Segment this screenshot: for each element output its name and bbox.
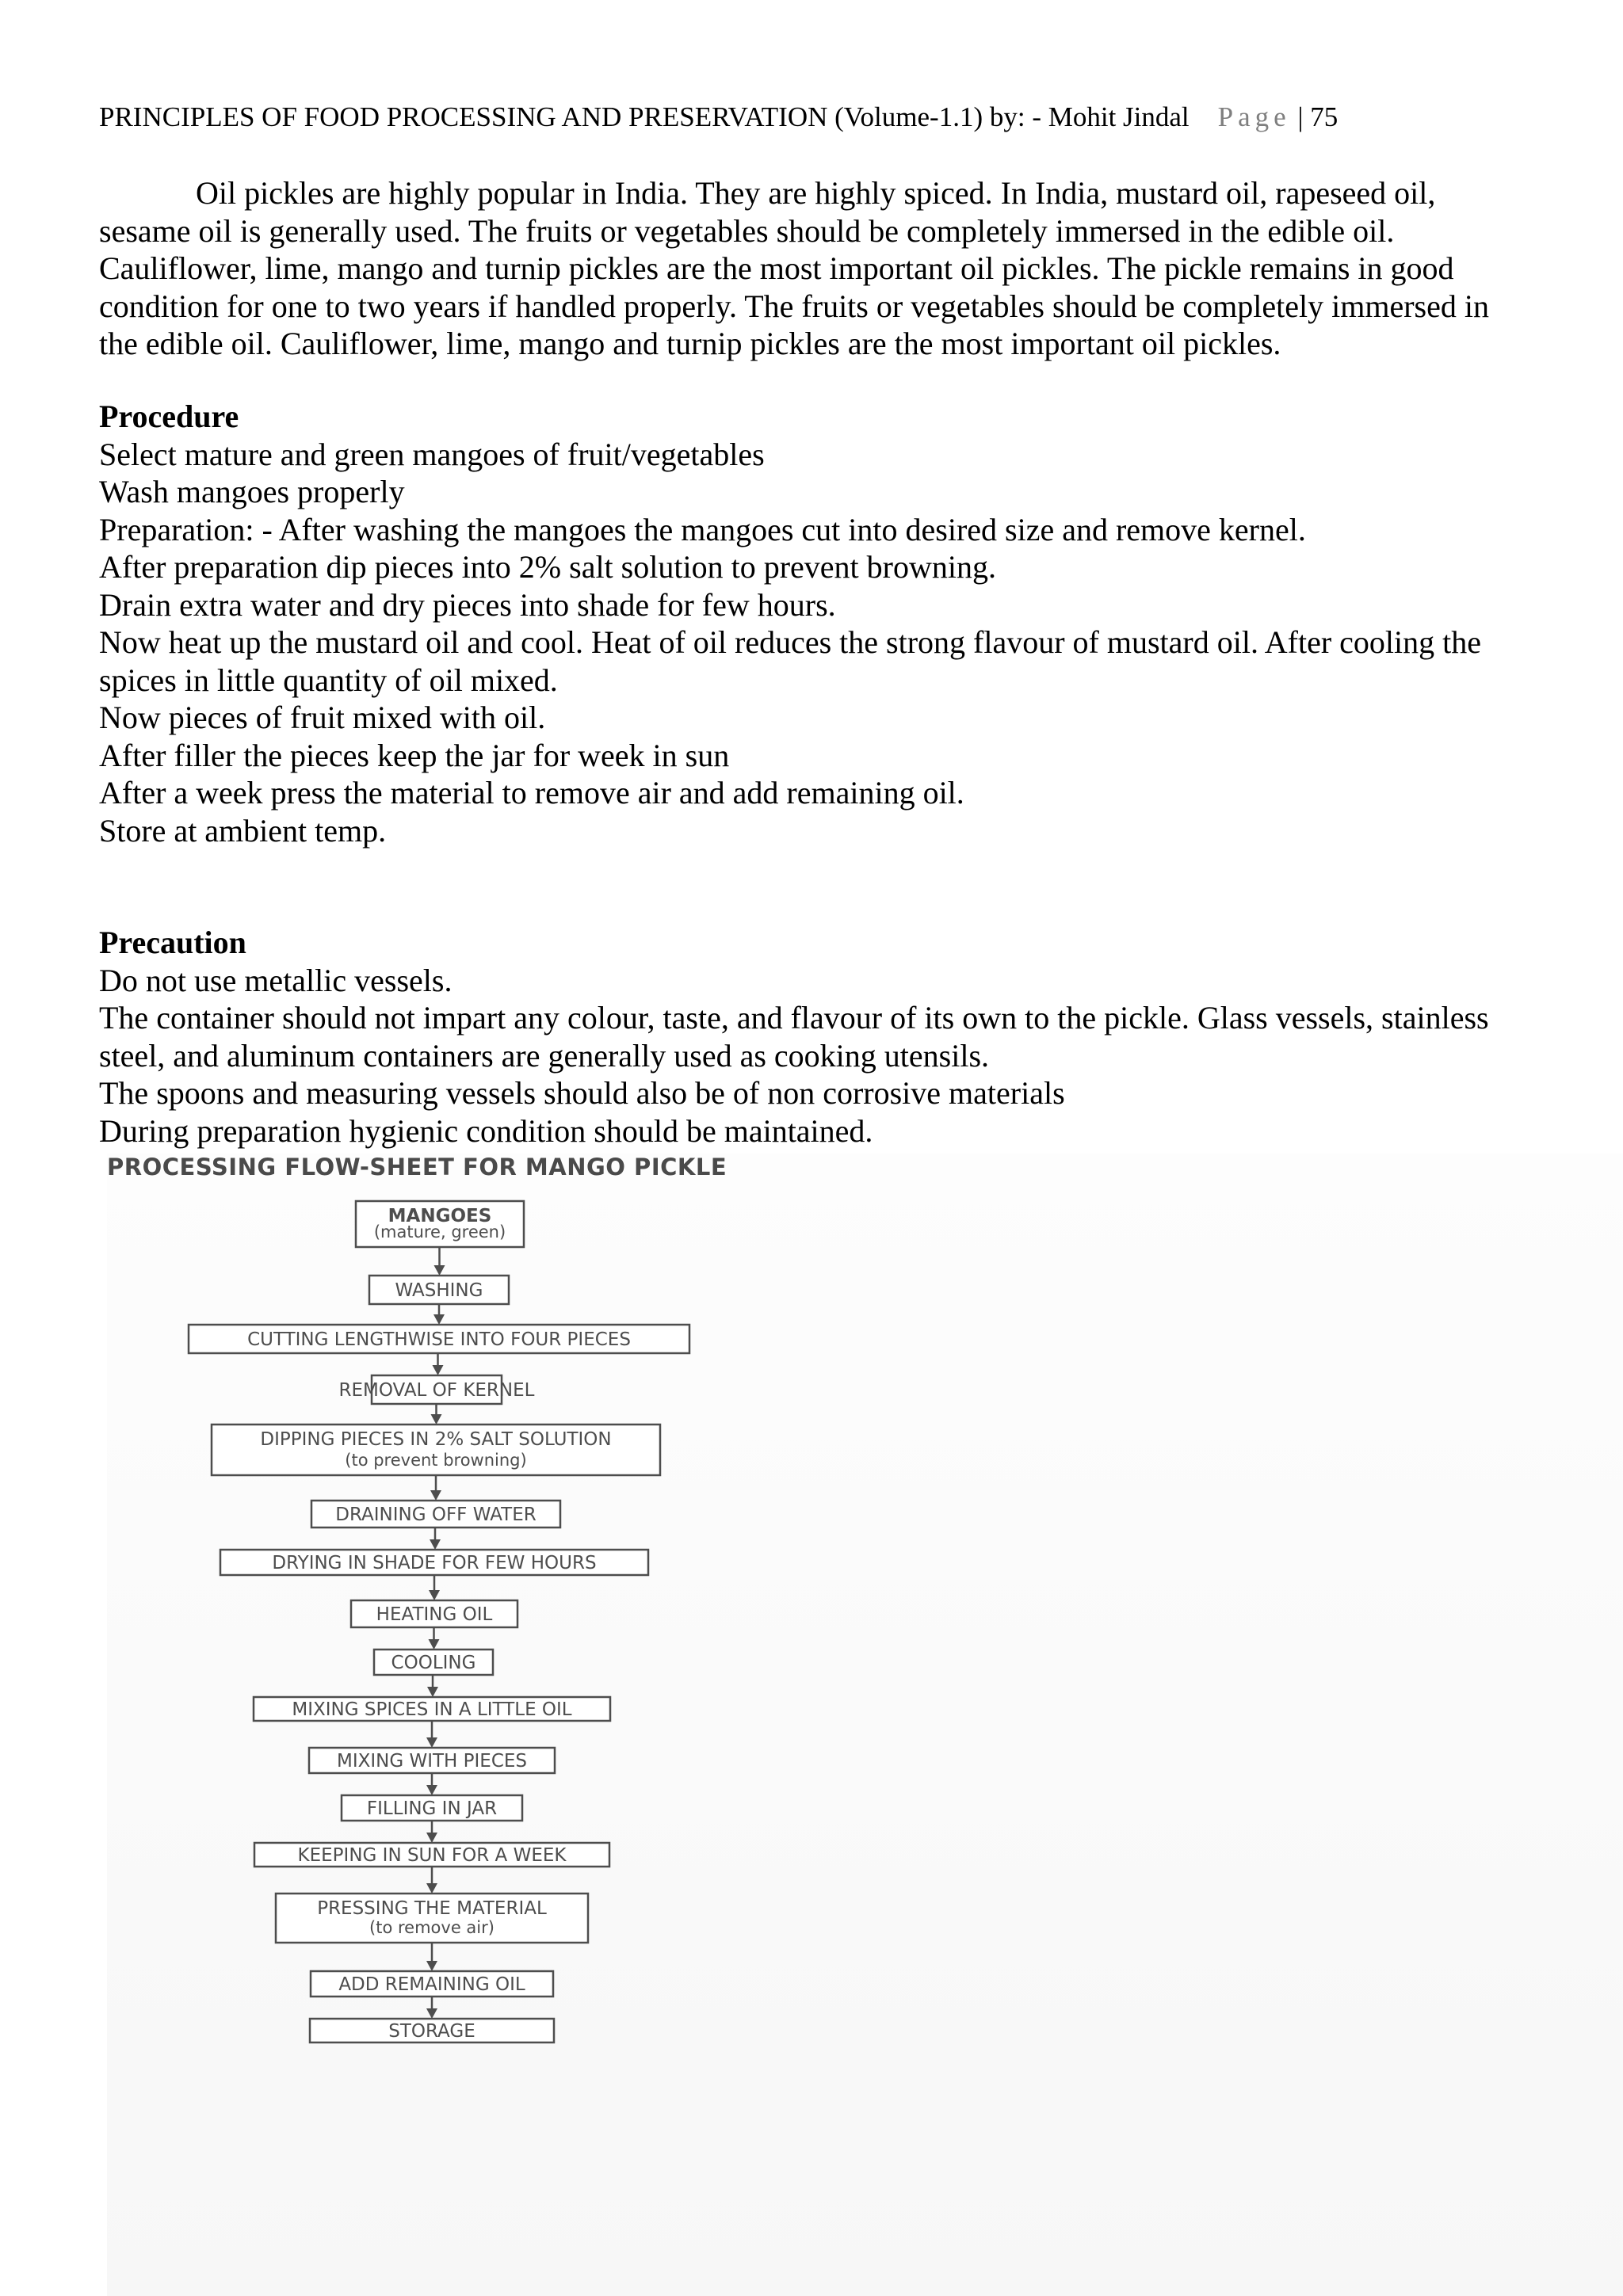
flowchart-arrowhead (426, 2008, 437, 2019)
intro-section (99, 174, 1518, 363)
flowchart-step-label: FILLING IN JAR (366, 1798, 498, 1819)
flowchart-arrowhead (429, 1590, 440, 1600)
flowchart-diagram (107, 1154, 1623, 2296)
flowchart-step-note: (to remove air) (369, 1918, 495, 1937)
flowchart-step-label: PRESSING THE MATERIAL (317, 1898, 547, 1919)
flowchart-arrowhead (431, 1414, 442, 1425)
flowchart-figure (107, 1154, 1623, 2296)
procedure-step: Now pieces of fruit mixed with oil. (99, 700, 546, 735)
flowchart-step (374, 1650, 493, 1675)
procedure-step: Preparation: - After washing the mangoes the mangoes cut into desired size and remove kernel. (99, 511, 1306, 547)
procedure-step: Select mature and green mangoes of fruit/vegetables (99, 436, 765, 472)
flowchart-step (342, 1795, 522, 1821)
procedure-step: Store at ambient temp. (99, 812, 387, 849)
flowchart-step-label: KEEPING IN SUN FOR A WEEK (297, 1845, 567, 1866)
flowchart-step-label: WASHING (395, 1280, 483, 1301)
flowchart-arrowhead (426, 1961, 437, 1971)
flowchart-step-label: ADD REMAINING OIL (338, 1974, 525, 1995)
page-number: 75 (1310, 101, 1338, 132)
flowchart-step-label: REMOVAL OF KERNEL (338, 1380, 535, 1401)
flowchart-arrowhead (430, 1539, 441, 1550)
flowchart-arrowhead (430, 1490, 441, 1501)
procedure-step: Wash mangoes properly (99, 474, 405, 509)
flowchart-step (189, 1325, 689, 1353)
procedure-step: Now heat up the mustard oil and cool. Heat of oil reduces the strong flavour of mustard oil. After cooling the spices in little quantity of oil mixed. (99, 624, 1482, 698)
page-header (99, 100, 1549, 135)
flowchart-step (212, 1425, 660, 1475)
flowchart-step (339, 1375, 535, 1404)
precaution-item: Do not use metallic vessels. (99, 962, 453, 998)
flowchart-step-note: (mature, green) (373, 1222, 506, 1241)
flowchart-step-label: STORAGE (388, 2021, 475, 2042)
flowchart-step-note: (to prevent browning) (345, 1451, 527, 1470)
precaution-heading: Precaution (99, 925, 246, 960)
procedure-step: After preparation dip pieces into 2% salt solution to prevent browning. (99, 549, 996, 585)
flowchart-step (309, 1748, 555, 1773)
flowchart-step-label: MANGOES (388, 1206, 492, 1226)
document-title: PRINCIPLES OF FOOD PROCESSING AND PRESERVATION (Volume-1.1) by: - Mohit Jindal (99, 101, 1190, 132)
procedure-step: After a week press the material to remove air and add remaining oil. (99, 775, 964, 810)
precaution-item: The container should not impart any colour, taste, and flavour of its own to the pickle. Glass vessels, stainless steel, and aluminum containers are generally used as cooking utensils. (99, 1000, 1489, 1074)
flowchart-arrowhead (433, 1365, 444, 1375)
flowchart-title: PROCESSING FLOW-SHEET FOR MANGO PICKLE (107, 1154, 727, 1180)
flowchart-step (220, 1550, 648, 1575)
flowchart-step-label: DIPPING PIECES IN 2% SALT SOLUTION (260, 1429, 612, 1450)
flowchart-arrowhead (427, 1687, 438, 1697)
flowchart-arrowhead (434, 1265, 445, 1276)
procedure-heading: Procedure (99, 399, 239, 434)
intro-paragraph: Oil pickles are highly popular in India. They are highly spiced. In India, mustard oil, rapeseed oil, sesame oil is generally used. The fruits or vegetables should be completely immersed in the edible oil. Cauliflower, lime, mango and turnip pickles are the most important oil pickles. The pickle remains in good condition for one to two years if handled properly. The fruits or vegetables should be completely immersed in the edible oil. Cauliflower, lime, mango and turnip pickles are the most important oil pickles. (99, 175, 1489, 361)
flowchart-step (369, 1276, 509, 1304)
flowchart-step (311, 1501, 560, 1527)
flowchart-step-label: MIXING SPICES IN A LITTLE OIL (292, 1699, 572, 1720)
flowchart-arrowhead (429, 1639, 440, 1650)
page-separator: | (1297, 101, 1304, 132)
flowchart-step (254, 1843, 609, 1867)
flowchart-arrowhead (426, 1833, 437, 1843)
flowchart-step-label: CUTTING LENGTHWISE INTO FOUR PIECES (247, 1329, 631, 1350)
procedure-step: Drain extra water and dry pieces into shade for few hours. (99, 586, 836, 623)
flowchart-step-label: DRYING IN SHADE FOR FEW HOURS (272, 1553, 597, 1573)
flowchart-step (310, 2019, 554, 2042)
flowchart-arrowhead (433, 1314, 445, 1325)
flowchart-step-label: HEATING OIL (376, 1604, 493, 1625)
precaution-item: During preparation hygienic condition should be maintained. (99, 1112, 873, 1149)
flowchart-step-label: DRAINING OFF WATER (335, 1505, 537, 1525)
precaution-section (99, 924, 1518, 1150)
flowchart-step (351, 1600, 517, 1627)
flowchart-arrowhead (426, 1785, 437, 1795)
flowchart-arrowhead (426, 1883, 437, 1894)
flowchart-step-label: MIXING WITH PIECES (336, 1751, 528, 1772)
flowchart-step (254, 1697, 610, 1721)
flowchart-step (276, 1894, 588, 1943)
flowchart-arrowhead (426, 1737, 437, 1748)
procedure-section (99, 398, 1518, 849)
page-word: Page (1217, 101, 1291, 132)
flowchart-step-label: COOLING (391, 1653, 476, 1673)
procedure-step: After filler the pieces keep the jar for week in sun (99, 737, 730, 773)
precaution-item: The spoons and measuring vessels should also be of non corrosive materials (99, 1075, 1065, 1111)
flowchart-step (311, 1971, 553, 1997)
flowchart-step (356, 1201, 524, 1247)
